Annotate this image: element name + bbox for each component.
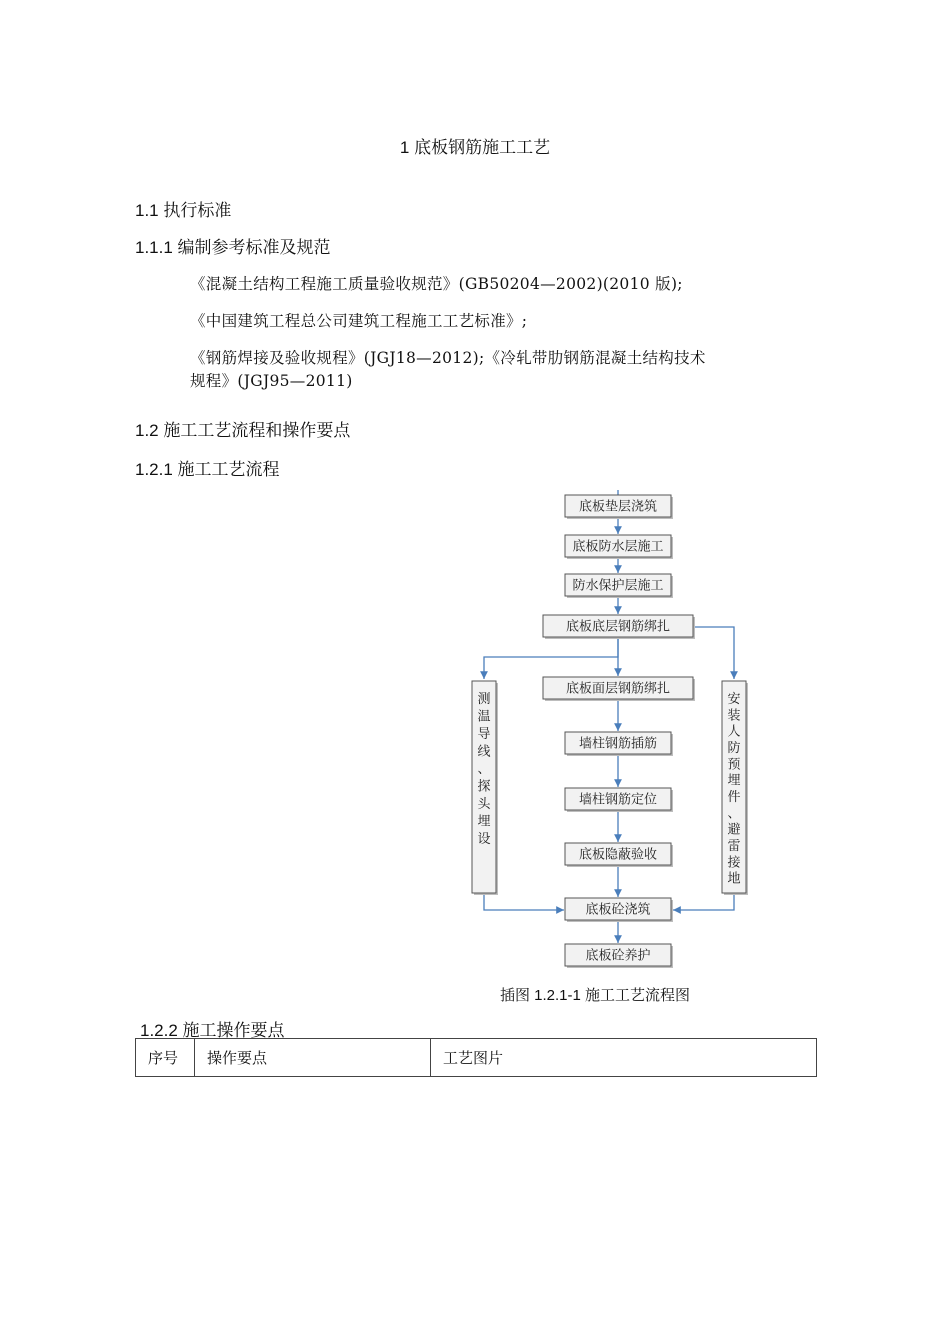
side-box-char: 安 <box>727 692 741 707</box>
heading-1-2: 1.2 施工工艺流程和操作要点 <box>135 421 351 440</box>
flow-step-label: 底板隐蔽验收 <box>578 847 658 863</box>
page-title <box>0 133 950 158</box>
title-text: 1 底板钢筋施工工艺 <box>399 138 551 157</box>
figure-caption: 插图 1.2.1-1 施工工艺流程图 <box>500 987 691 1004</box>
reference-item: 《钢筋焊接及验收规程》(JGJ18—2012);《冷轧带肋钢筋混凝土结构技术 <box>190 349 706 367</box>
flow-step-label: 底板底层钢筋绑扎 <box>565 619 671 635</box>
reference-item: 《混凝土结构工程施工质量验收规范》(GB50204—2002)(2010 版); <box>190 275 683 293</box>
side-box-char: 避 <box>727 822 741 838</box>
side-box-char: 设 <box>477 832 491 847</box>
flow-step-box <box>565 944 673 968</box>
flow-step-box <box>565 574 673 598</box>
side-box-char: 线 <box>477 744 491 760</box>
operation-points-table <box>135 1038 817 1077</box>
side-box-char: 温 <box>477 709 491 725</box>
side-box-char: 、 <box>477 762 491 777</box>
side-box-char: 埋 <box>727 773 741 789</box>
reference-item-continued: 规程》(JGJ95—2011) <box>190 372 353 390</box>
flow-step-box <box>565 788 673 812</box>
side-box-char: 、 <box>727 806 741 822</box>
process-flowchart <box>440 485 770 975</box>
side-box-char: 头 <box>477 797 491 812</box>
side-box-char: 导 <box>477 727 491 742</box>
side-box-char: 防 <box>727 741 741 756</box>
heading-1-1-1: 1.1.1 编制参考标准及规范 <box>135 238 331 257</box>
reference-item: 《中国建筑工程总公司建筑工程施工工艺标准》; <box>190 312 528 330</box>
header-cell-points: 操作要点 <box>195 1039 431 1077</box>
flow-step-box <box>565 843 673 867</box>
flow-step-label: 底板砼浇筑 <box>585 902 651 918</box>
side-box-temperature-probe <box>472 681 498 895</box>
flow-step-label: 底板垫层浇筑 <box>578 499 658 515</box>
table-header-row <box>136 1039 817 1077</box>
side-box-civil-defense-embedded <box>722 681 748 895</box>
side-box-char: 预 <box>727 757 741 773</box>
heading-1-1: 1.1 执行标准 <box>135 201 232 220</box>
flow-step-box <box>565 732 673 756</box>
flow-step-label: 墙柱钢筋定位 <box>578 792 658 808</box>
flow-arrow <box>484 637 618 679</box>
flow-step-box <box>543 615 695 639</box>
side-box-char: 埋 <box>477 814 491 830</box>
heading-1-2-2: 1.2.2 施工操作要点 <box>140 1021 285 1040</box>
side-box-char: 探 <box>477 779 491 795</box>
flow-arrow <box>484 893 564 910</box>
flow-step-label: 墙柱钢筋插筋 <box>578 736 658 752</box>
flow-step-box <box>565 898 673 922</box>
side-box-char: 测 <box>477 692 491 707</box>
flow-arrow <box>673 893 734 910</box>
flow-step-box <box>543 677 695 701</box>
header-cell-photo: 工艺图片 <box>431 1039 817 1077</box>
heading-1-2-1: 1.2.1 施工工艺流程 <box>135 460 280 479</box>
side-box-char: 地 <box>727 871 741 887</box>
side-box-char: 件 <box>727 790 741 805</box>
side-box-char: 人 <box>727 724 741 740</box>
flow-step-label: 底板防水层施工 <box>572 539 664 555</box>
flow-step-label: 防水保护层施工 <box>572 578 664 594</box>
flow-step-label: 底板砼养护 <box>585 948 651 964</box>
side-box-char: 雷 <box>727 839 741 854</box>
flow-step-box <box>565 495 673 519</box>
header-cell-index: 序号 <box>136 1039 195 1077</box>
flow-step-label: 底板面层钢筋绑扎 <box>565 681 671 697</box>
side-box-char: 接 <box>727 855 741 871</box>
side-box-char: 装 <box>727 708 741 724</box>
flow-step-box <box>565 535 673 559</box>
flow-arrow <box>693 627 734 679</box>
